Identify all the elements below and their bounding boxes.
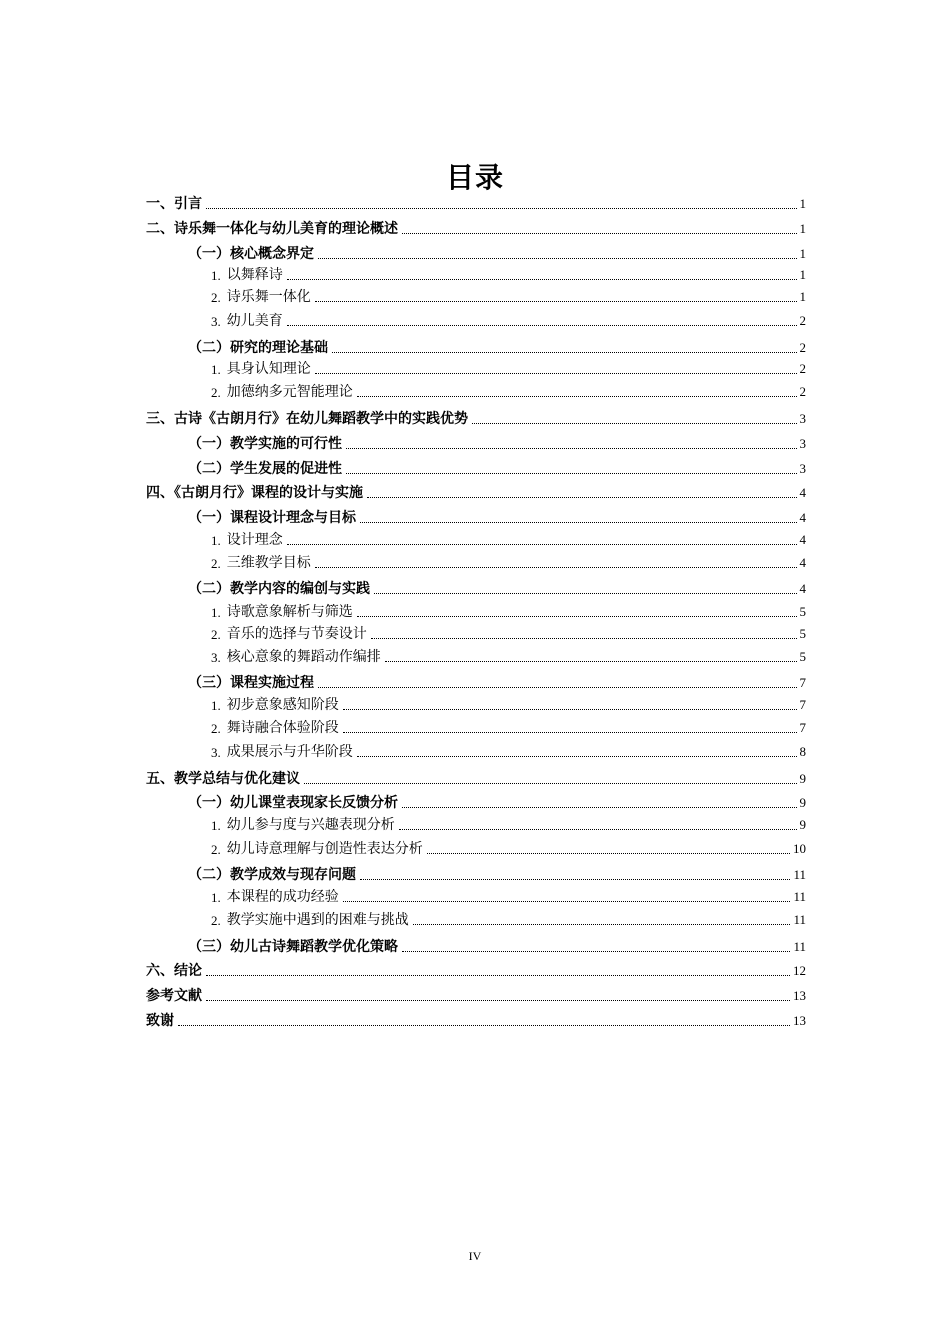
toc-entry-label: 设计理念 [226,532,283,548]
toc-entry-label: 初步意象感知阶段 [226,697,339,713]
toc-entry[interactable] [146,480,806,502]
toc-entry-number: 3. [211,314,221,329]
toc-entry-page: 4 [799,581,806,596]
toc-entry-page: 9 [799,795,806,810]
toc-entry[interactable] [211,907,806,929]
toc-entry-label: 核心意象的舞蹈动作编排 [226,649,381,665]
toc-leader-dots [318,257,797,259]
toc-entry[interactable] [211,308,806,330]
toc-entry-number: 2. [211,721,221,736]
toc-entry[interactable] [211,599,806,621]
toc-entry-page: 10 [793,841,806,856]
toc-entry-page: 4 [799,510,806,525]
toc-leader-dots [318,686,797,688]
toc-entry-page: 2 [799,384,806,399]
toc-leader-dots [287,278,797,280]
toc-leader-dots [315,300,797,302]
toc-leader-dots [343,708,797,710]
toc-entry-label: 幼儿参与度与兴趣表现分析 [226,817,395,833]
toc-entry-page: 11 [793,867,806,882]
toc-entry-label: 三维教学目标 [226,555,311,571]
toc-leader-dots [357,395,797,397]
toc-entry-label: 幼儿诗意理解与创造性表达分析 [226,841,423,857]
toc-entry-label: 幼儿美育 [226,313,283,329]
toc-leader-dots [402,232,797,234]
toc-entry-label: 加德纳多元智能理论 [226,384,353,400]
toc-leader-dots [385,660,797,662]
toc-entry-number: 1. [211,362,221,377]
toc-leader-dots [367,496,797,498]
toc-entry-label: 六、结论 [146,963,202,979]
toc-entry-page: 2 [799,361,806,376]
toc-entry-page: 5 [799,649,806,664]
toc-leader-dots [206,999,790,1001]
toc-entry-page: 13 [793,988,806,1003]
toc-leader-dots [332,351,797,353]
toc-entry-page: 3 [799,461,806,476]
toc-leader-dots [206,974,790,976]
toc-entry-page: 11 [793,939,806,954]
toc-entry-label: 五、教学总结与优化建议 [146,771,300,787]
toc-entry[interactable] [146,983,806,1005]
toc-entry-page: 2 [799,313,806,328]
toc-leader-dots [206,207,797,209]
toc-entry[interactable] [211,692,806,714]
toc-entry[interactable] [211,379,806,401]
toc-entry-page: 11 [793,912,806,927]
toc-leader-dots [374,592,797,594]
toc-entry[interactable] [211,812,806,834]
toc-entry-label: 成果展示与升华阶段 [226,744,353,760]
toc-entry-page: 9 [799,817,806,832]
toc-leader-dots [399,828,797,830]
toc-entry-number: 1. [211,533,221,548]
toc-leader-dots [287,324,797,326]
toc-entry-label: 诗歌意象解析与筛选 [226,604,353,620]
toc-leader-dots [304,782,797,784]
toc-entry[interactable] [188,790,806,812]
toc-entry-number: 2. [211,842,221,857]
toc-entry-number: 1. [211,818,221,833]
toc-entry[interactable] [211,884,806,906]
toc-entry[interactable] [188,335,806,357]
toc-entry-number: 3. [211,650,221,665]
toc-entry[interactable] [211,621,806,643]
toc-entry-label: （二）教学内容的编创与实践 [188,581,370,597]
toc-entry-label: （一）幼儿课堂表现家长反馈分析 [188,795,398,811]
toc-entry[interactable] [188,431,806,453]
toc-entry[interactable] [211,715,806,737]
toc-entry[interactable] [211,550,806,572]
toc-entry[interactable] [188,670,806,692]
toc-entry-number: 2. [211,913,221,928]
toc-entry-page: 4 [799,532,806,547]
toc-entry[interactable] [188,505,806,527]
toc-entry[interactable] [211,284,806,306]
toc-leader-dots [178,1024,790,1026]
toc-leader-dots [371,637,797,639]
toc-entry-page: 1 [799,267,806,282]
toc-entry-page: 3 [799,411,806,426]
toc-entry-page: 7 [799,675,806,690]
toc-entry-page: 1 [799,246,806,261]
toc-entry-label: 以舞释诗 [226,267,283,283]
toc-leader-dots [472,422,797,424]
toc-entry-number: 1. [211,698,221,713]
toc-leader-dots [343,900,791,902]
toc-entry-label: 诗乐舞一体化 [226,289,311,305]
toc-entry-page: 1 [799,289,806,304]
toc-entry-number: 2. [211,627,221,642]
toc-entry[interactable] [211,356,806,378]
toc-entry[interactable] [211,527,806,549]
toc-entry-page: 5 [799,604,806,619]
toc-entry-number: 2. [211,385,221,400]
toc-entry[interactable] [188,934,806,956]
toc-entry-label: （二）学生发展的促进性 [188,461,342,477]
toc-leader-dots [357,615,797,617]
toc-entry-number: 2. [211,290,221,305]
toc-entry[interactable] [188,241,806,263]
toc-leader-dots [357,755,797,757]
toc-entry-page: 1 [799,221,806,236]
toc-entry-label: 一、引言 [146,196,202,212]
toc-entry[interactable] [188,576,806,598]
page-title: 目录 [445,161,504,194]
toc-entry[interactable] [146,766,806,788]
toc-entry-label: 具身认知理论 [226,361,311,377]
toc-entry-label: 参考文献 [146,988,202,1004]
toc-entry-label: 致谢 [146,1013,174,1029]
toc-entry-label: （三）幼儿古诗舞蹈教学优化策略 [188,939,398,955]
toc-entry-label: （一）课程设计理念与目标 [188,510,356,526]
toc-entry-page: 9 [799,771,806,786]
toc-entry[interactable] [146,191,806,213]
toc-leader-dots [360,521,797,523]
toc-leader-dots [343,731,797,733]
toc-entry-label: 三、古诗《古朗月行》在幼儿舞蹈教学中的实践优势 [146,411,468,427]
toc-leader-dots [427,852,790,854]
toc-entry-label: （二）教学成效与现存问题 [188,867,356,883]
toc-leader-dots [315,372,797,374]
toc-entry[interactable] [211,836,806,858]
toc-leader-dots [346,447,797,449]
toc-entry[interactable] [146,406,806,428]
toc-entry-label: 二、诗乐舞一体化与幼儿美育的理论概述 [146,221,398,237]
toc-entry-number: 1. [211,890,221,905]
toc-entry-page: 4 [799,555,806,570]
toc-entry-page: 2 [799,340,806,355]
toc-leader-dots [402,950,790,952]
toc-entry[interactable] [146,958,806,980]
toc-leader-dots [402,806,797,808]
toc-entry-label: （一）教学实施的可行性 [188,436,342,452]
toc-entry-label: （二）研究的理论基础 [188,340,328,356]
toc-leader-dots [360,878,790,880]
toc-entry[interactable] [146,216,806,238]
toc-entry-page: 5 [799,626,806,641]
toc-entry[interactable] [188,456,806,478]
toc-entry-page: 7 [799,720,806,735]
toc-entry-label: 本课程的成功经验 [226,889,339,905]
toc-leader-dots [287,543,797,545]
toc-entry-label: （三）课程实施过程 [188,675,314,691]
toc-entry-number: 3. [211,745,221,760]
toc-entry-page: 7 [799,697,806,712]
toc-leader-dots [413,923,791,925]
toc-entry[interactable] [188,862,806,884]
toc-entry-page: 11 [793,889,806,904]
toc-entry-page: 3 [799,436,806,451]
page-number: IV [468,1249,482,1263]
toc-leader-dots [315,566,797,568]
toc-leader-dots [346,472,797,474]
toc-entry[interactable] [211,262,806,284]
toc-entry-number: 1. [211,605,221,620]
toc-entry-label: 舞诗融合体验阶段 [226,720,339,736]
toc-entry-label: 教学实施中遇到的困难与挑战 [226,912,409,928]
toc-entry-page: 4 [799,485,806,500]
toc-entry-label: （一）核心概念界定 [188,246,314,262]
toc-entry-page: 13 [793,1013,806,1028]
toc-entry-number: 1. [211,268,221,283]
toc-entry-page: 1 [799,196,806,211]
toc-entry-label: 四、《古朗月行》课程的设计与实施 [146,485,363,501]
toc-entry-number: 2. [211,556,221,571]
toc-entry-page: 8 [799,744,806,759]
toc-entry-page: 12 [793,963,806,978]
toc-entry-label: 音乐的选择与节奏设计 [226,626,367,642]
toc-entry[interactable] [146,1008,806,1030]
toc-entry[interactable] [211,739,806,761]
toc-entry[interactable] [211,644,806,666]
